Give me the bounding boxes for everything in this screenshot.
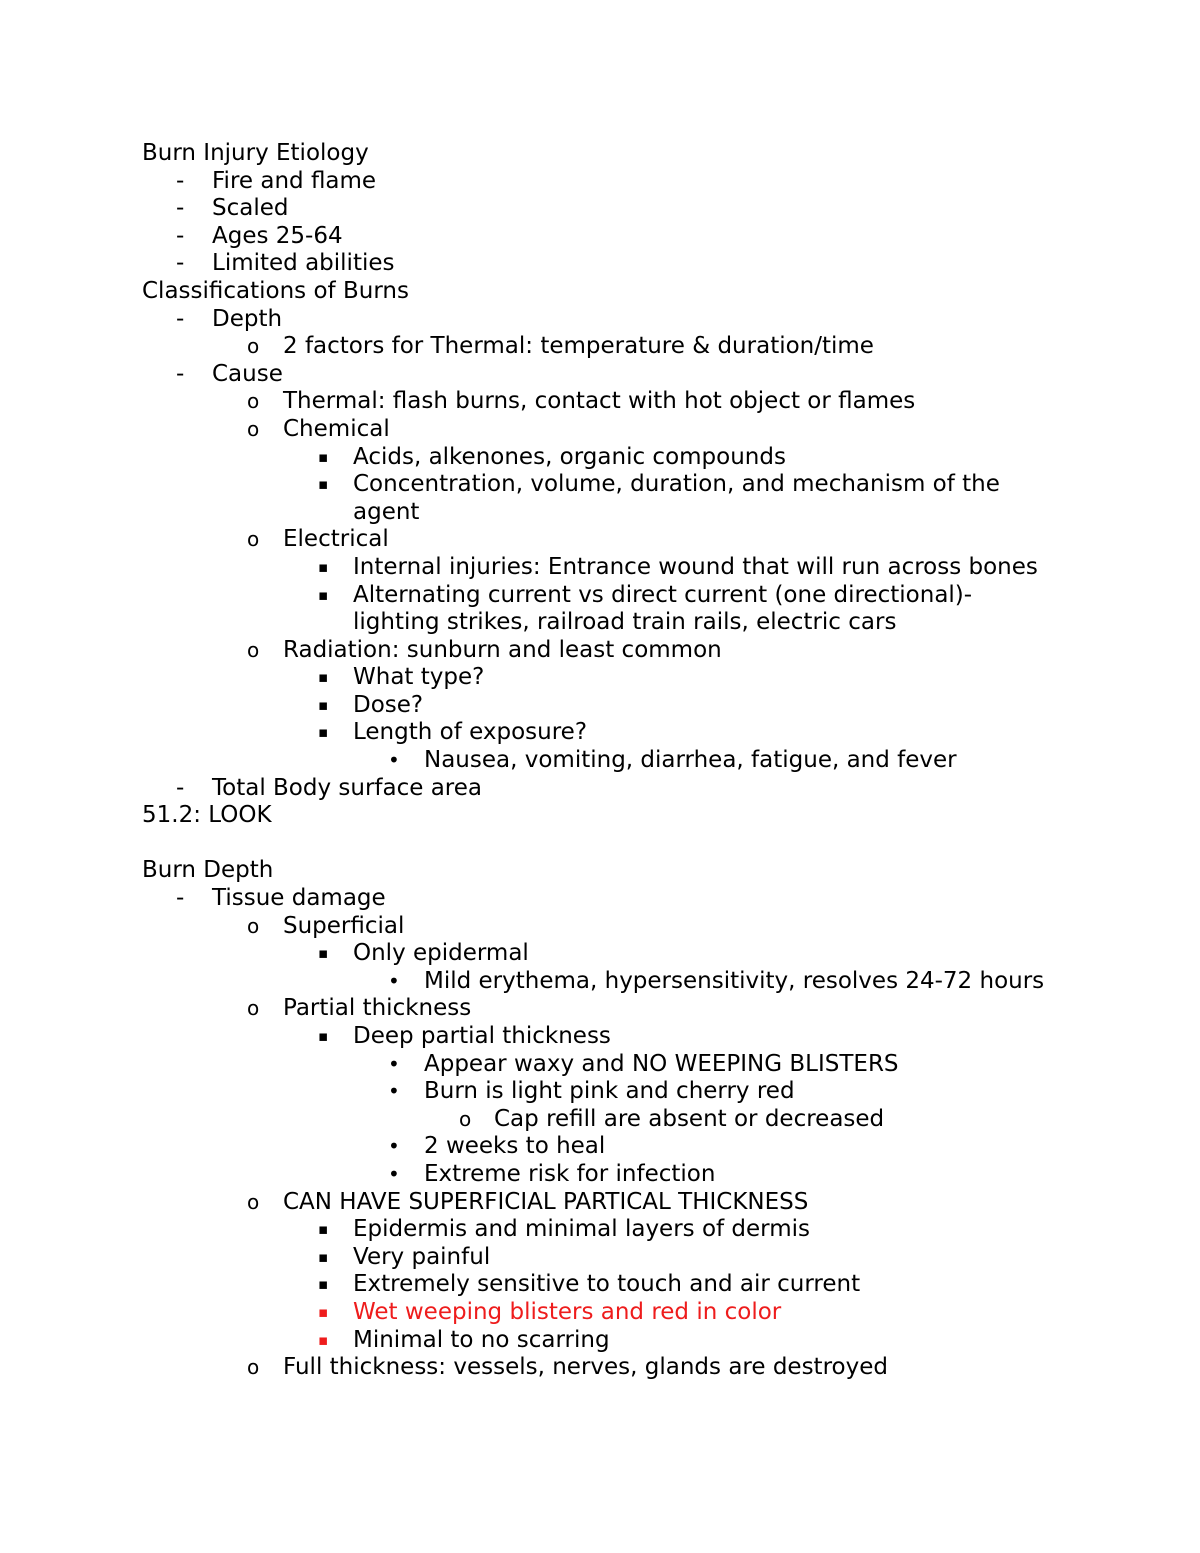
list-item-text: Thermal: flash burns, contact with hot object or flames bbox=[283, 388, 916, 415]
heading-text: Classifications of Burns bbox=[142, 277, 409, 304]
list-item-text: Tissue damage bbox=[212, 885, 386, 912]
list-item-text: Concentration, volume, duration, and mechanism of the bbox=[353, 471, 1000, 498]
dash-bullet-icon: - bbox=[176, 195, 185, 222]
list-item-text: Epidermis and minimal layers of dermis bbox=[353, 1216, 811, 1243]
list-item-text: Partial thickness bbox=[283, 995, 472, 1022]
blank-line bbox=[0, 830, 1200, 858]
circle-bullet-icon: o bbox=[247, 637, 260, 662]
list-item bbox=[0, 416, 1200, 444]
list-item-text: Scaled bbox=[212, 195, 289, 222]
list-item bbox=[0, 1106, 1200, 1134]
list-item-text: Cause bbox=[212, 360, 283, 387]
list-item-continuation bbox=[0, 609, 1200, 637]
list-item bbox=[0, 1354, 1200, 1382]
list-item bbox=[0, 388, 1200, 416]
list-item-text: Internal injuries: Entrance wound that will run across bones bbox=[353, 553, 1038, 580]
dash-bullet-icon: - bbox=[176, 774, 185, 801]
list-item bbox=[0, 195, 1200, 223]
list-item bbox=[0, 306, 1200, 334]
circle-bullet-icon: o bbox=[247, 1189, 260, 1214]
list-item-text: CAN HAVE SUPERFICIAL PARTICAL THICKNESS bbox=[283, 1188, 809, 1215]
dot-bullet-icon: • bbox=[388, 748, 400, 773]
dot-bullet-icon: • bbox=[388, 1051, 400, 1076]
dash-bullet-icon: - bbox=[176, 360, 185, 387]
square-bullet-icon: ▪ bbox=[318, 723, 329, 742]
list-item bbox=[0, 775, 1200, 803]
list-item bbox=[0, 1161, 1200, 1189]
list-item-text: Mild erythema, hypersensitivity, resolves 24-72 hours bbox=[424, 967, 1045, 994]
square-bullet-icon: ▪ bbox=[318, 1275, 329, 1294]
square-bullet-icon: ▪ bbox=[318, 447, 329, 466]
list-item bbox=[0, 471, 1200, 499]
heading-burn-injury-etiology bbox=[0, 140, 1200, 168]
list-item-text: Ages 25-64 bbox=[212, 222, 343, 249]
square-bullet-icon: ▪ bbox=[318, 1330, 329, 1349]
list-item-text: Fire and flame bbox=[212, 167, 377, 194]
list-item-text: 2 factors for Thermal: temperature & duration/time bbox=[283, 333, 874, 360]
list-item-text: Superficial bbox=[283, 912, 405, 939]
circle-bullet-icon: o bbox=[459, 1106, 472, 1131]
circle-bullet-icon: o bbox=[247, 913, 260, 938]
list-item bbox=[0, 1327, 1200, 1355]
list-item bbox=[0, 913, 1200, 941]
list-item bbox=[0, 168, 1200, 196]
list-item-text: Acids, alkenones, organic compounds bbox=[353, 443, 786, 470]
list-item bbox=[0, 1078, 1200, 1106]
list-item-text: Depth bbox=[212, 305, 283, 332]
list-item bbox=[0, 968, 1200, 996]
circle-bullet-icon: o bbox=[247, 416, 260, 441]
list-item bbox=[0, 747, 1200, 775]
list-item bbox=[0, 719, 1200, 747]
list-item bbox=[0, 1189, 1200, 1217]
square-bullet-icon: ▪ bbox=[318, 1247, 329, 1266]
list-item bbox=[0, 250, 1200, 278]
list-item-text: 2 weeks to heal bbox=[424, 1133, 606, 1160]
list-item bbox=[0, 995, 1200, 1023]
list-item-text: Length of exposure? bbox=[353, 719, 588, 746]
list-item bbox=[0, 223, 1200, 251]
list-item-text: Burn is light pink and cherry red bbox=[424, 1078, 795, 1105]
note-text: 51.2: LOOK bbox=[142, 802, 272, 829]
circle-bullet-icon: o bbox=[247, 1355, 260, 1380]
circle-bullet-icon: o bbox=[247, 527, 260, 552]
list-item-text: Nausea, vomiting, diarrhea, fatigue, and fever bbox=[424, 747, 957, 774]
note-line bbox=[0, 802, 1200, 830]
square-bullet-icon: ▪ bbox=[318, 1027, 329, 1045]
dash-bullet-icon: - bbox=[176, 222, 185, 249]
list-item bbox=[0, 1051, 1200, 1079]
circle-bullet-icon: o bbox=[247, 996, 260, 1021]
dash-bullet-icon: - bbox=[176, 250, 185, 277]
dash-bullet-icon: - bbox=[176, 885, 185, 912]
list-item-text: agent bbox=[353, 498, 420, 525]
dash-bullet-icon: - bbox=[176, 305, 185, 332]
list-item bbox=[0, 637, 1200, 665]
list-item-text: Full thickness: vessels, nerves, glands are destroyed bbox=[283, 1354, 888, 1381]
list-item-text: lighting strikes, railroad train rails, electric cars bbox=[353, 609, 897, 636]
square-bullet-icon: ▪ bbox=[318, 944, 329, 963]
list-item-text: Cap refill are absent or decreased bbox=[494, 1105, 885, 1132]
list-item-text: Limited abilities bbox=[212, 250, 395, 277]
list-item bbox=[0, 554, 1200, 582]
dot-bullet-icon: • bbox=[388, 1079, 400, 1104]
list-item bbox=[0, 1133, 1200, 1161]
dot-bullet-icon: • bbox=[388, 968, 400, 993]
list-item-continuation bbox=[0, 499, 1200, 527]
document-page bbox=[0, 140, 1200, 1382]
square-bullet-icon: ▪ bbox=[318, 557, 329, 576]
circle-bullet-icon: o bbox=[247, 334, 260, 359]
list-item-text: Deep partial thickness bbox=[353, 1023, 611, 1049]
square-bullet-icon: ▪ bbox=[318, 695, 329, 714]
dot-bullet-icon: • bbox=[388, 1161, 400, 1186]
list-item bbox=[0, 444, 1200, 472]
list-item bbox=[0, 526, 1200, 554]
square-bullet-icon: ▪ bbox=[318, 1220, 329, 1239]
list-item bbox=[0, 1216, 1200, 1244]
heading-text: Burn Depth bbox=[142, 857, 274, 884]
circle-bullet-icon: o bbox=[247, 389, 260, 414]
list-item-text: Only epidermal bbox=[353, 940, 529, 967]
list-item-text: Extreme risk for infection bbox=[424, 1160, 716, 1187]
list-item-text: Wet weeping blisters and red in color bbox=[353, 1298, 782, 1325]
list-item-text: Alternating current vs direct current (one directional)- bbox=[353, 581, 973, 608]
list-item bbox=[0, 664, 1200, 692]
list-item-highlighted bbox=[0, 1299, 1200, 1327]
square-bullet-icon: ▪ bbox=[318, 668, 329, 687]
dash-bullet-icon: - bbox=[176, 167, 185, 194]
list-item-text: Radiation: sunburn and least common bbox=[283, 636, 722, 663]
list-item bbox=[0, 692, 1200, 720]
list-item-text: Appear waxy and NO WEEPING BLISTERS bbox=[424, 1050, 899, 1077]
list-item-text: Electrical bbox=[283, 526, 389, 553]
list-item bbox=[0, 582, 1200, 610]
list-item bbox=[0, 333, 1200, 361]
heading-text: Burn Injury Etiology bbox=[142, 140, 369, 166]
heading-burn-depth bbox=[0, 857, 1200, 885]
list-item-text: Total Body surface area bbox=[212, 774, 483, 801]
list-item-text: Extremely sensitive to touch and air current bbox=[353, 1271, 861, 1298]
heading-classifications-of-burns bbox=[0, 278, 1200, 306]
square-bullet-icon: ▪ bbox=[318, 475, 329, 494]
list-item bbox=[0, 1023, 1200, 1051]
list-item-text: Very painful bbox=[353, 1243, 491, 1270]
list-item bbox=[0, 1271, 1200, 1299]
list-item bbox=[0, 1244, 1200, 1272]
square-bullet-icon: ▪ bbox=[318, 585, 329, 604]
list-item-text: What type? bbox=[353, 664, 485, 691]
list-item-text: Minimal to no scarring bbox=[353, 1326, 610, 1353]
list-item bbox=[0, 940, 1200, 968]
list-item-text: Chemical bbox=[283, 415, 390, 442]
square-bullet-icon: ▪ bbox=[318, 1302, 329, 1321]
list-item bbox=[0, 885, 1200, 913]
dot-bullet-icon: • bbox=[388, 1134, 400, 1159]
list-item bbox=[0, 361, 1200, 389]
list-item-text: Dose? bbox=[353, 691, 424, 718]
